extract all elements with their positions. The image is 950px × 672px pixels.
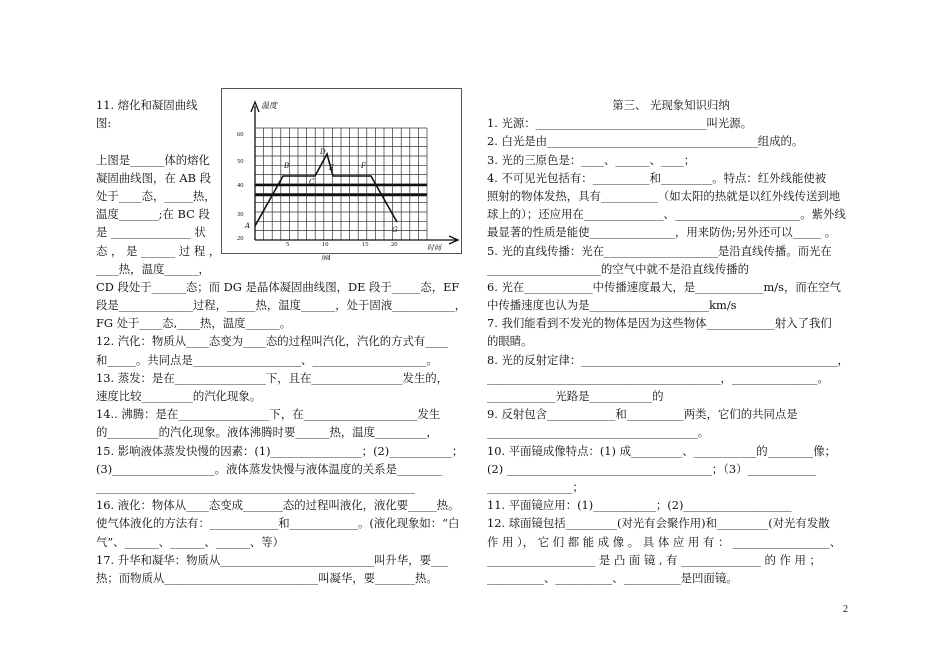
left-body bbox=[96, 278, 467, 587]
text-line: 17. 升华和凝华：物质从___________________________叫升华，要___ bbox=[96, 552, 449, 567]
text-line: 和_____。共同点是___________________、____________________。 bbox=[96, 352, 438, 367]
text-line: 照射的物体发热，具有__________（如太阳的热就是以红外线传送到地 bbox=[487, 188, 841, 203]
text-line: 段是_____________过程，_____热，温度______，处于固液___________， bbox=[96, 298, 467, 313]
point-label-a: A bbox=[245, 222, 251, 230]
point-label-e: E bbox=[329, 164, 335, 172]
text-line: 是 ______________ 状 bbox=[96, 225, 206, 240]
x-tick-label: 15 bbox=[362, 241, 369, 248]
text-line: _____________________________________。 bbox=[487, 425, 710, 440]
point-label-d: D bbox=[320, 148, 326, 156]
y-tick-label: 60 bbox=[237, 131, 244, 138]
text-line: 7. 我们能看到不发光的物体是因为这些物体____________射入了我们 bbox=[487, 316, 832, 331]
text-line: ____热，温度______， bbox=[96, 261, 210, 276]
text-line: __________、__________、__________是凹面镜。 bbox=[487, 570, 738, 585]
text-line: 的眼睛。 bbox=[487, 334, 533, 349]
text-line: 8. 光的反射定律：_____________________________________________， bbox=[487, 352, 849, 367]
text-line: 6. 光在____________中传播速度最大，是____________m/s，而在空气 bbox=[487, 279, 841, 294]
text-line: ____________________的空气中就不是沿直线传播的 bbox=[487, 261, 749, 276]
text-line: ____________光路是___________的 bbox=[487, 389, 664, 403]
y-tick-label: 50 bbox=[237, 158, 244, 165]
text-line: 15. 影响液体蒸发快慢的因素：(1)________________；(2)___________； bbox=[96, 443, 464, 458]
text-line: 温度_______;在 BC 段 bbox=[96, 207, 210, 222]
point-label-g: G bbox=[392, 226, 398, 234]
text-line: 2. 白光是由_____________________________________组成的。 bbox=[487, 134, 804, 149]
text-line: 3. 光的三原色是：____、______、____； bbox=[487, 152, 696, 167]
text-line: _________________________________________，_______________。 bbox=[487, 370, 829, 385]
melting-curve-figure bbox=[221, 88, 462, 262]
text-line: 上图是______体的熔化 bbox=[96, 152, 210, 167]
x-axis-label: 时间 bbox=[427, 244, 441, 252]
y-tick-label: 40 bbox=[237, 182, 244, 189]
page-number: 2 bbox=[843, 604, 848, 615]
x-tick-label: 20 bbox=[391, 241, 398, 248]
figure-caption: 图4 bbox=[321, 255, 331, 262]
text-line: 11. 平面镜应用：(1)___________；(2)___________________ bbox=[487, 498, 792, 513]
text-line: ________________________________________________________ bbox=[96, 479, 415, 494]
text-line: 中传播速度也认为是_____________________km/s bbox=[487, 298, 737, 313]
text-line: 凝固曲线图，在 AB 段 bbox=[96, 170, 211, 185]
text-line: 处于____态，_____热， bbox=[96, 188, 216, 203]
text-line: 气”、______、______、______、等） bbox=[96, 534, 285, 549]
text-line bbox=[96, 132, 214, 150]
text-line: 16. 液化：物体从____态变成_______态的过程叫液化，液化要_____热。 bbox=[96, 498, 460, 513]
y-tick-label: 30 bbox=[237, 211, 244, 218]
text-line: 图: bbox=[96, 116, 112, 131]
point-label-b: B bbox=[284, 162, 290, 170]
x-tick-label: 5 bbox=[286, 241, 290, 248]
text-line: 速度比较_________的汽化现象。 bbox=[96, 389, 262, 403]
section-heading: 第三、 光现象知识归纳 bbox=[612, 98, 730, 112]
text-line: 9. 反射包含____________和__________两类，它们的共同点是 bbox=[487, 407, 798, 422]
text-line: 使气体液化的方法有：____________和____________。(液化现象如：“白 bbox=[96, 516, 460, 531]
text-line: ___________________ 是 凸 面 镜 , 有 ______________ 的 作 用 ； bbox=[487, 552, 821, 567]
text-line: 14.. 沸腾：是在________________下，在____________________发生 bbox=[96, 407, 441, 422]
text-line: 12. 汽化：物质从____态变为____态的过程叫汽化，汽化的方式有____ bbox=[96, 334, 449, 349]
text-line: (2) ____________________________________；（3）____________ bbox=[487, 461, 816, 476]
text-line: 热；而物质从___________________________叫凝华，要_______热。 bbox=[96, 570, 438, 585]
text-line: 最显著的性质是能使_______________，用来防伪;另外还可以_____ 。 bbox=[487, 225, 837, 240]
text-line: 作 用 ）， 它 们 都 能 成 像 。 具 体 应 用 有 ： _________________、 bbox=[487, 534, 842, 549]
text-line: 球上的）；还应用在______________、______________________。紫外线 bbox=[487, 207, 846, 222]
text-line: 12. 球面镜包括_________(对光有会聚作用)和_________(对光有发散 bbox=[487, 516, 830, 531]
point-label-f: F bbox=[361, 162, 366, 170]
y-tick-label: 20 bbox=[237, 235, 244, 242]
text-line: 11. 熔化和凝固曲线 bbox=[96, 98, 198, 112]
text-line: _______________； bbox=[487, 479, 584, 494]
x-tick-label: 10 bbox=[322, 241, 329, 248]
point-label-c: C bbox=[309, 178, 315, 186]
text-line: 4. 不可见光包括有：__________和_________。特点：红外线能使被 bbox=[487, 170, 827, 185]
text-line: FG 处于____态,____热，温度______。 bbox=[96, 316, 292, 331]
y-axis-label: 温度 bbox=[261, 101, 277, 110]
text-line: (3)__________________。液体蒸发快慢与液体温度的关系是________ bbox=[96, 461, 443, 476]
text-line: CD 段处于______态；而 DG 是晶体凝固曲线图，DE 段于_____态，EF bbox=[96, 279, 460, 294]
text-line: 10. 平面镜成像特点：(1) 成_________、___________的________像； bbox=[487, 443, 837, 458]
text-line: 13. 蒸发：是在________________下，且在________________发生的， bbox=[96, 370, 449, 385]
right-column bbox=[487, 96, 855, 587]
text-line: 5. 光的直线传播：光在____________________是沿直线传播。而光在 bbox=[487, 243, 832, 258]
text-line: 1. 光源：______________________________叫光源。 bbox=[487, 116, 753, 131]
text-line: 的_________的汽化现象。液体沸腾时要______热，温度_________， bbox=[96, 425, 438, 440]
text-line: 态 ， 是 ______ 过 程 ， bbox=[96, 243, 221, 258]
